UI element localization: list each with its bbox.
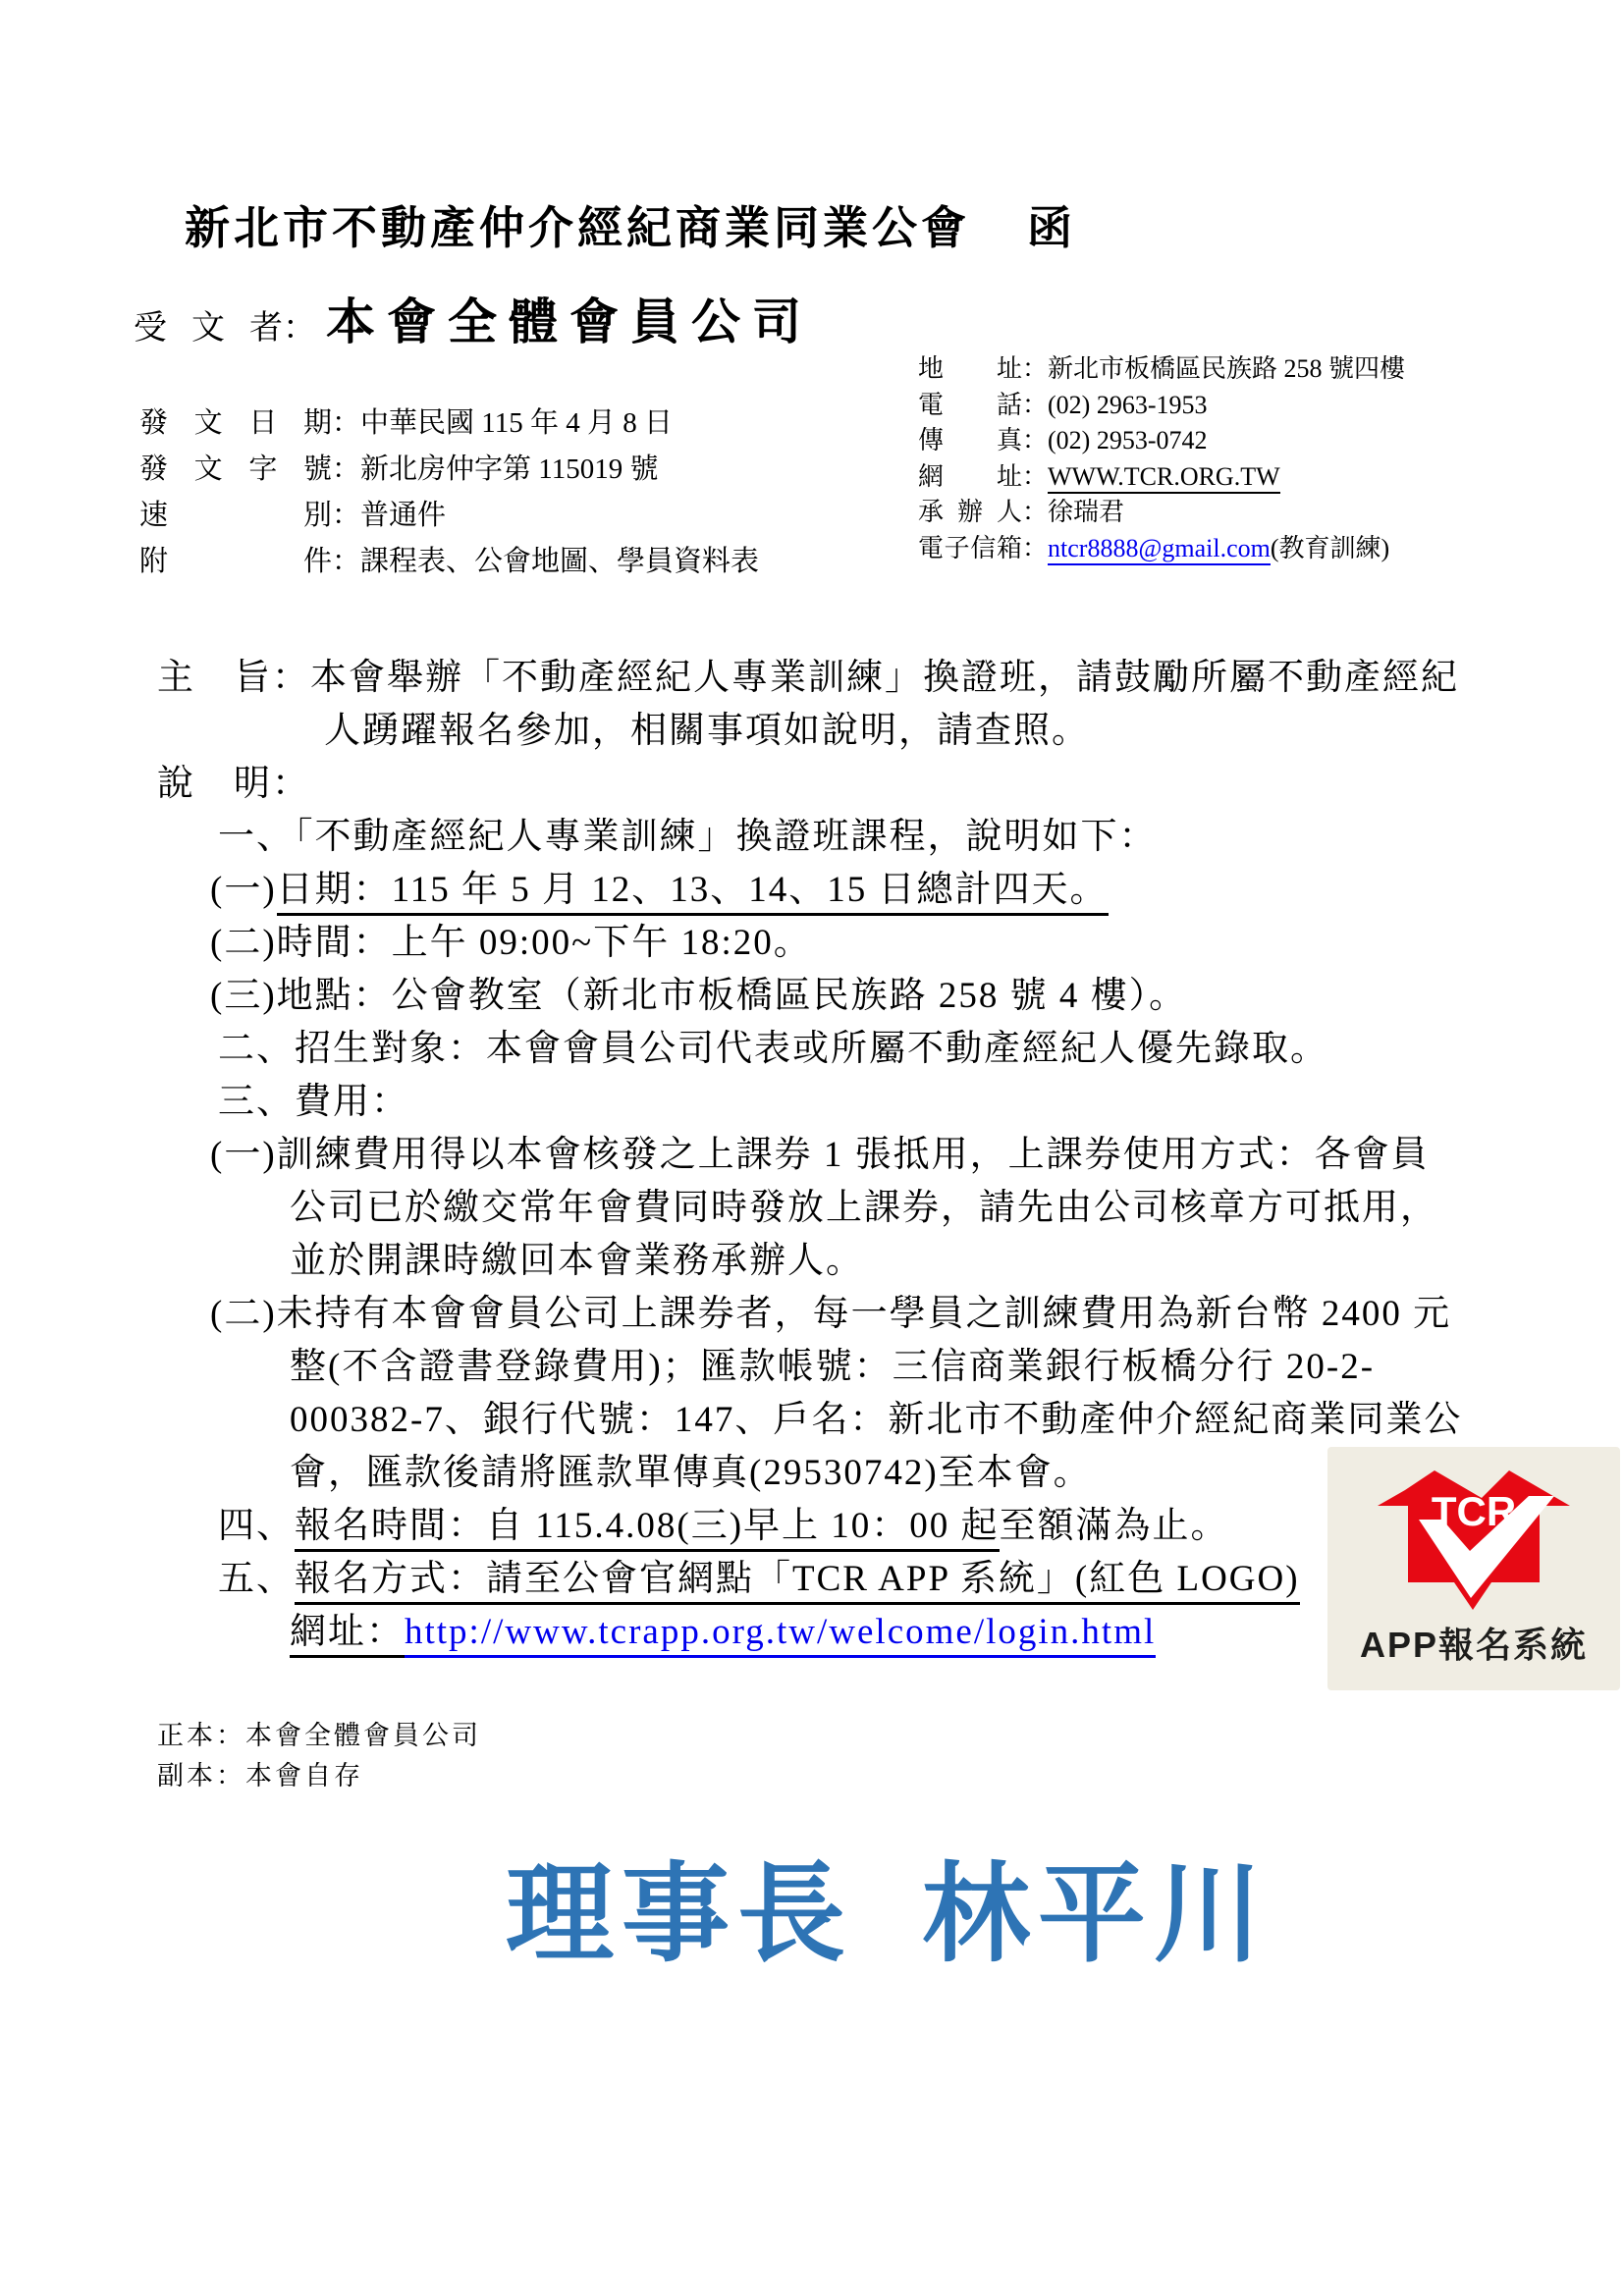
body-text: (二)時間：上午 09:00~下午 18:20。 bbox=[210, 923, 812, 963]
meta-row bbox=[139, 493, 759, 539]
contact-colon: ： bbox=[1022, 426, 1049, 454]
body-text: (二)未持有本會會員公司上課券者，每一學員之訓練費用為新台幣 2400 元 bbox=[210, 1294, 1452, 1334]
meta-label: 發文字號 bbox=[139, 454, 332, 485]
contact-label: 電子信箱 bbox=[918, 533, 1022, 562]
contact-row bbox=[918, 459, 1405, 496]
footer-copies bbox=[157, 1716, 481, 1796]
meta-colon: ： bbox=[332, 546, 361, 577]
contact-colon: ： bbox=[1022, 498, 1049, 526]
tcr-logo-letters: TCR bbox=[1431, 1488, 1517, 1534]
contact-colon: ： bbox=[1022, 354, 1049, 383]
signup-url-link[interactable]: http://www.tcrapp.org.tw/welcome/login.html bbox=[405, 1612, 1156, 1658]
contact-right bbox=[918, 351, 1405, 566]
body-line bbox=[0, 758, 1624, 811]
recipient-value: 本會全體會員公司 bbox=[326, 294, 813, 349]
contact-row bbox=[918, 531, 1405, 567]
body-text: 二、招生對象：本會會員公司代表或所屬不動產經紀人優先錄取。 bbox=[218, 1029, 1328, 1069]
body-line bbox=[0, 1288, 1624, 1341]
body-text: 整(不含證書登錄費用)；匯款帳號：三信商業銀行板橋分行 20-2- bbox=[290, 1347, 1376, 1387]
meta-label: 速別 bbox=[139, 500, 332, 531]
meta-colon: ： bbox=[332, 407, 361, 439]
body-text: 並於開課時繳回本會業務承辦人。 bbox=[290, 1241, 864, 1281]
contact-label: 電話 bbox=[918, 390, 1022, 419]
email-link[interactable]: ntcr8888@gmail.com bbox=[1048, 534, 1271, 565]
tcr-house-check-icon bbox=[1357, 1461, 1591, 1616]
meta-row bbox=[139, 539, 759, 585]
contact-label: 網址 bbox=[918, 461, 1022, 491]
body-line bbox=[0, 811, 1624, 864]
body-text: 至額滿為止。 bbox=[999, 1506, 1229, 1546]
body-text: (一) bbox=[210, 870, 277, 910]
tcr-app-logo bbox=[1327, 1447, 1620, 1690]
page-title bbox=[185, 192, 1076, 257]
body-line bbox=[0, 864, 1624, 917]
contact-colon: ： bbox=[1022, 533, 1049, 562]
body-text: 說 明： bbox=[157, 764, 310, 804]
contact-row bbox=[918, 351, 1405, 388]
meta-colon: ： bbox=[332, 500, 361, 531]
body-text: 五、 bbox=[218, 1559, 295, 1599]
body-line bbox=[0, 1182, 1624, 1235]
body-text: 報名時間：自 115.4.08(三)早上 10：00 起 bbox=[295, 1506, 1000, 1552]
body-line bbox=[0, 1076, 1624, 1129]
meta-colon: ： bbox=[332, 454, 361, 485]
body-text: 三、費用： bbox=[218, 1082, 409, 1122]
chairman-signature bbox=[506, 1828, 1270, 1983]
body-text: 人踴躍報名參加，相關事項如說明，請查照。 bbox=[324, 711, 1090, 751]
contact-colon: ： bbox=[1022, 390, 1049, 419]
chairman-title: 理事長 bbox=[506, 1855, 853, 1975]
body-line bbox=[0, 1235, 1624, 1288]
body-text: 四、 bbox=[218, 1506, 295, 1546]
contact-value: 徐瑞君 bbox=[1048, 498, 1125, 526]
contact-row bbox=[918, 388, 1405, 424]
body-text: (三)地點：公會教室（新北市板橋區民族路 258 號 4 樓）。 bbox=[210, 976, 1188, 1016]
meta-row bbox=[139, 447, 759, 493]
contact-value: (02) 2953-0742 bbox=[1048, 426, 1208, 454]
body-text: 網址： bbox=[290, 1612, 405, 1658]
body-line bbox=[0, 705, 1624, 758]
body-line bbox=[0, 1129, 1624, 1182]
contact-label: 承辦人 bbox=[918, 498, 1022, 526]
tcr-logo-caption: APP報名系統 bbox=[1359, 1625, 1589, 1665]
body-text: 日期：115 年 5 月 12、13、14、15 日總計四天。 bbox=[277, 870, 1109, 916]
page-title-main: 新北市不動產仲介經紀商業同業公會 bbox=[185, 203, 970, 253]
meta-value: 普通件 bbox=[360, 500, 447, 531]
meta-row bbox=[139, 400, 759, 447]
copy-line: 正本：本會全體會員公司 bbox=[157, 1721, 481, 1750]
body-text: 000382-7、銀行代號：147、戶名：新北市不動產仲介經紀商業同業公 bbox=[290, 1400, 1463, 1440]
meta-label: 發文日期 bbox=[139, 407, 332, 439]
page-title-suffix: 函 bbox=[1027, 203, 1076, 253]
body-text: 公司已於繳交常年會費同時發放上課券，請先由公司核章方可抵用， bbox=[290, 1188, 1438, 1228]
meta-value: 新北房仲字第 115019 號 bbox=[360, 454, 659, 485]
meta-value: 中華民國 115 年 4 月 8 日 bbox=[360, 407, 673, 439]
contact-suffix: (教育訓練) bbox=[1270, 533, 1390, 562]
recipient-label: 受文者 bbox=[134, 310, 283, 347]
contact-value: 新北市板橋區民族路 258 號四樓 bbox=[1048, 354, 1406, 383]
contact-label: 傳真 bbox=[918, 426, 1022, 454]
contact-row bbox=[918, 423, 1405, 459]
chairman-name: 林平川 bbox=[922, 1855, 1270, 1975]
body-text: 報名方式：請至公會官網點「TCR APP 系統」(紅色 LOGO) bbox=[295, 1559, 1300, 1605]
website-url: WWW.TCR.ORG.TW bbox=[1048, 462, 1280, 494]
contact-label: 地址 bbox=[918, 354, 1022, 383]
body-text: 主 旨：本會舉辦「不動產經紀人專業訓練」換證班，請鼓勵所屬不動產經紀 bbox=[157, 658, 1459, 698]
copy-line: 副本：本會自存 bbox=[157, 1761, 363, 1790]
body-text: (一)訓練費用得以本會核發之上課券 1 張抵用，上課券使用方式：各會員 bbox=[210, 1135, 1430, 1175]
body-line bbox=[0, 652, 1624, 705]
body-text: 一、「不動產經紀人專業訓練」換證班課程，說明如下： bbox=[218, 817, 1158, 857]
contact-value: (02) 2963-1953 bbox=[1048, 390, 1208, 419]
contact-row bbox=[918, 495, 1405, 531]
meta-value: 課程表、公會地圖、學員資料表 bbox=[360, 546, 760, 577]
body-line bbox=[0, 970, 1624, 1023]
meta-left bbox=[139, 400, 759, 585]
recipient-colon: ： bbox=[283, 310, 316, 347]
meta-label: 附件 bbox=[139, 546, 332, 577]
body-text: 會，匯款後請將匯款單傳真(29530742)至本會。 bbox=[290, 1453, 1092, 1493]
body-line bbox=[0, 1023, 1624, 1076]
body-line bbox=[0, 1394, 1624, 1447]
body-line bbox=[0, 917, 1624, 970]
body-line bbox=[0, 1341, 1624, 1394]
recipient-line bbox=[134, 283, 813, 353]
contact-colon: ： bbox=[1022, 461, 1049, 491]
